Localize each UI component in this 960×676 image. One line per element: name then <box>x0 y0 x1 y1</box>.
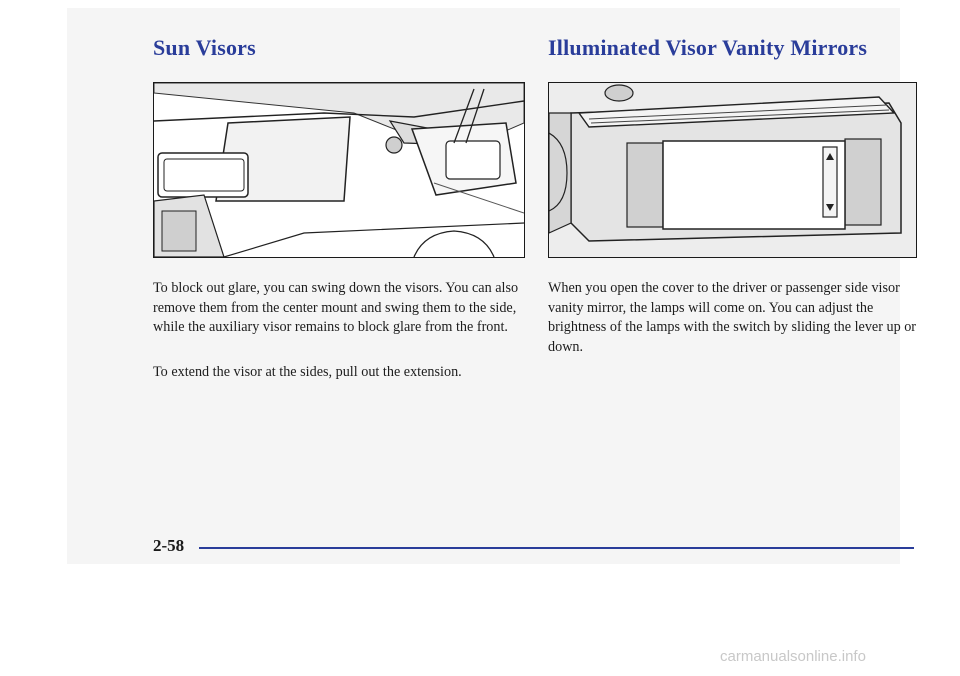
manual-page <box>67 8 917 564</box>
sun-visors-paragraph-1: To block out glare, you can swing down the visors. You can also remove them from the center mount and swing them to the side, while the auxiliary visor remains to block glare from the front. <box>153 280 519 335</box>
sun-visors-heading: Sun Visors <box>153 35 256 60</box>
vanity-mirrors-paragraph: When you open the cover to the driver or passenger side visor vanity mirror, the lamps will come on. You can adjust the brightness of the lamps with the switch by sliding the lever up or down. <box>548 280 917 355</box>
page-number: 2-58 <box>153 536 185 555</box>
sun-visor-illustration <box>153 82 525 258</box>
watermark-text: carmanualsonline.info <box>720 648 866 665</box>
footer-rule <box>199 547 914 549</box>
vanity-mirrors-heading: Illuminated Visor Vanity Mirrors <box>548 35 868 60</box>
vanity-mirror-illustration <box>548 82 917 258</box>
sun-visors-paragraph-2: To extend the visor at the sides, pull out the extension. <box>153 364 462 380</box>
